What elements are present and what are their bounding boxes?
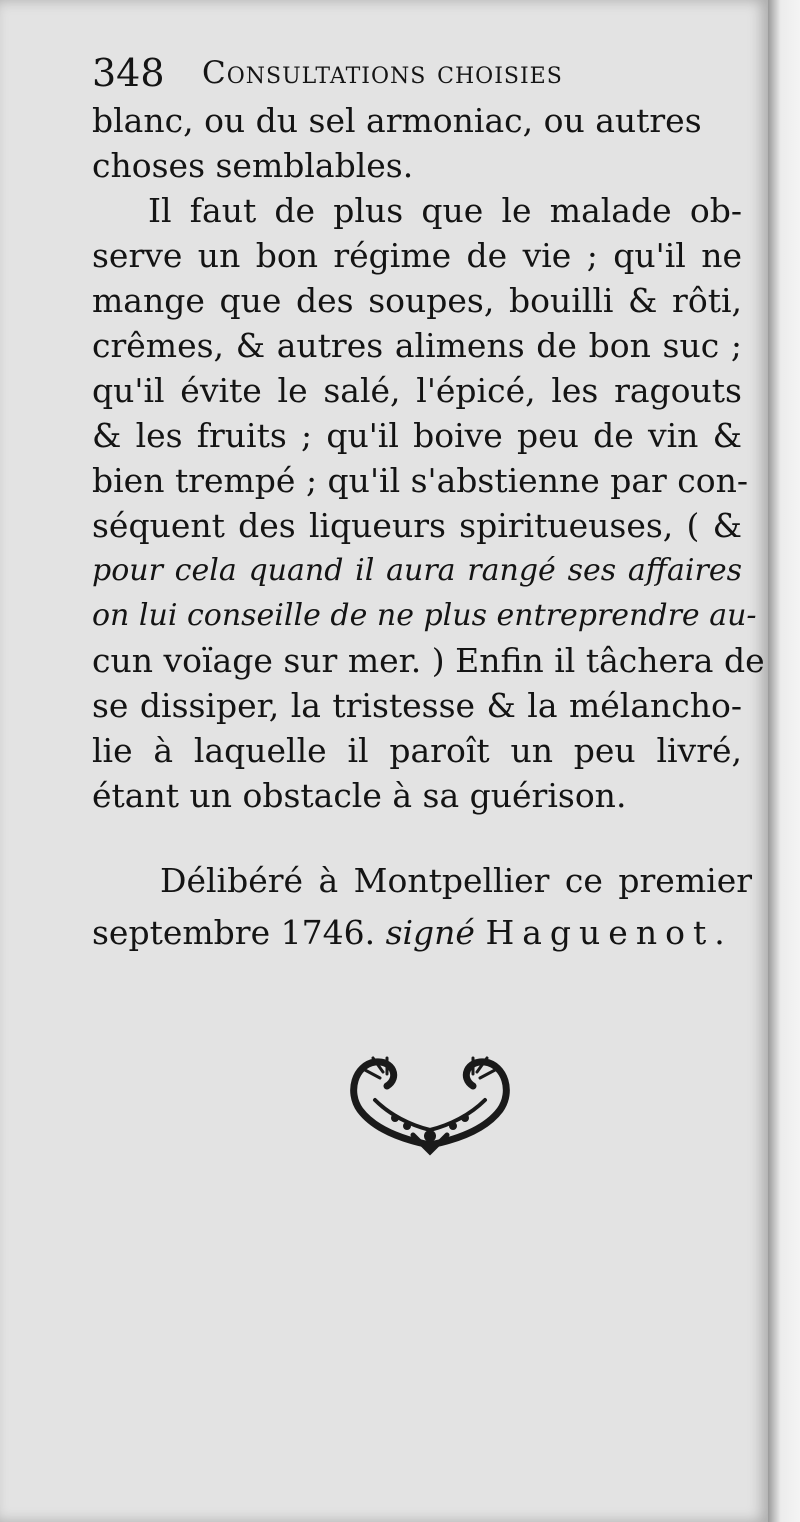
page-number: 348 (92, 51, 165, 95)
page-header (92, 48, 742, 98)
italic-text-line: on lui conseille de ne plus entreprendre au- (92, 598, 757, 633)
text-line: serve un bon régime de vie ; qu'il ne (92, 236, 742, 275)
text-line: crêmes, & autres alimens de bon suc ; (92, 326, 742, 365)
text-line: cun voïage sur mer. ) Enfin il tâchera de (92, 641, 765, 680)
text-line: bien trempé ; qu'il s'abstienne par con- (92, 461, 749, 500)
signature-block (92, 855, 752, 959)
text-line: Il faut de plus que le malade ob- (148, 191, 742, 230)
text-line: blanc, ou du sel armoniac, ou autres (92, 101, 702, 140)
text-line: choses semblables. (92, 146, 414, 185)
text-line: séquent des liqueurs spiritueuses, ( & (92, 506, 742, 545)
running-title: Consultations choisies (202, 55, 563, 91)
signed-word: signé (385, 913, 475, 952)
italic-text-line: pour cela quand il aura rangé ses affaires (92, 553, 742, 588)
signatory-name: Haguenot. (485, 913, 733, 952)
text-line: qu'il évite le salé, l'épicé, les ragouts (92, 371, 742, 410)
signature-line-2 (92, 907, 752, 959)
text-line: & les fruits ; qu'il boive peu de vin & (92, 416, 742, 455)
text-line: lie à laquelle il paroît un peu livré, (92, 731, 742, 770)
text-line: mange que des soupes, bouilli & rôti, (92, 281, 742, 320)
text-line: étant un obstacle à sa guérison. (92, 776, 627, 815)
signature-date: septembre 1746. (92, 913, 376, 952)
body-text (92, 98, 765, 818)
page-edge-shadow (768, 0, 800, 1522)
text-line: se dissiper, la tristesse & la mélancho- (92, 686, 742, 725)
fleuron-ornament-icon (335, 1040, 525, 1160)
signature-line-1: Délibéré à Montpellier ce premier (160, 861, 752, 900)
